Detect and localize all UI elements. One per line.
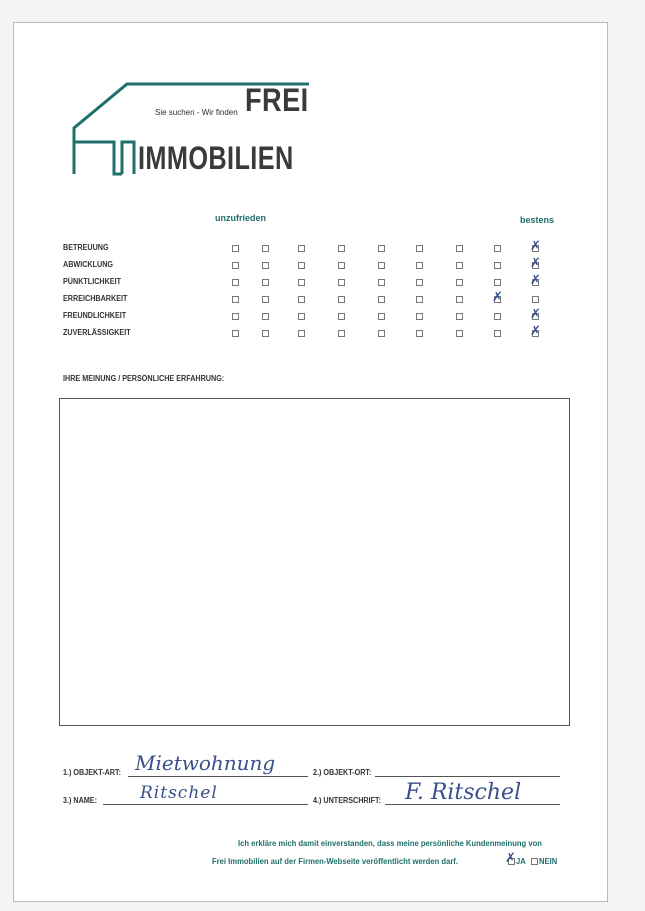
consent-ja-label: JA: [516, 856, 526, 866]
rating-checkbox[interactable]: [262, 313, 269, 320]
rating-check-mark: ✗: [530, 324, 541, 339]
rating-checkbox[interactable]: [298, 262, 305, 269]
rating-check-mark: ✗: [492, 290, 503, 305]
rating-checkbox[interactable]: [232, 245, 239, 252]
rating-checkbox[interactable]: [378, 262, 385, 269]
rating-checkbox[interactable]: [338, 279, 345, 286]
rating-checkbox[interactable]: [262, 245, 269, 252]
rating-checkbox[interactable]: [378, 279, 385, 286]
rating-checkbox[interactable]: [232, 313, 239, 320]
rating-checkbox[interactable]: [416, 296, 423, 303]
rating-checkbox[interactable]: [232, 279, 239, 286]
consent-ja-check-mark: ✗: [505, 851, 516, 866]
rating-checkbox[interactable]: [456, 262, 463, 269]
consent-line-2: Frei Immobilien auf der Firmen-Webseite veröffentlicht werden darf.: [212, 856, 458, 866]
rating-checkbox[interactable]: [416, 245, 423, 252]
rating-checkbox[interactable]: [378, 330, 385, 337]
consent-line-1: Ich erkläre mich damit einverstanden, dass meine persönliche Kundenmeinung von: [238, 838, 542, 848]
rating-checkbox[interactable]: [416, 279, 423, 286]
rating-checkbox[interactable]: [494, 262, 501, 269]
rating-check-mark: ✗: [530, 273, 541, 288]
rating-checkbox[interactable]: [298, 296, 305, 303]
name-label: 3.) NAME:: [63, 796, 98, 805]
rating-checkbox[interactable]: [456, 296, 463, 303]
rating-checkbox[interactable]: [262, 262, 269, 269]
rating-checkbox[interactable]: [262, 330, 269, 337]
rating-checkbox[interactable]: [416, 262, 423, 269]
criterion-label: FREUNDLICHKEIT: [63, 311, 127, 320]
objekt-art-handwriting: Mietwohnung: [135, 751, 276, 775]
rating-check-mark: ✗: [530, 307, 541, 322]
rating-checkbox[interactable]: [338, 296, 345, 303]
rating-checkbox[interactable]: [298, 279, 305, 286]
objekt-ort-field[interactable]: [375, 776, 560, 777]
signature-handwriting: F. Ritschel: [405, 780, 522, 805]
opinion-label: IHRE MEINUNG / PERSÖNLICHE ERFAHRUNG:: [63, 374, 225, 383]
consent-nein-label: NEIN: [539, 856, 558, 866]
rating-checkbox[interactable]: [298, 245, 305, 252]
objekt-art-field[interactable]: [128, 776, 308, 777]
rating-checkbox[interactable]: [494, 313, 501, 320]
scale-label-high: bestens: [520, 215, 555, 225]
logo-word-frei: FREI: [245, 82, 309, 118]
criterion-label: ZUVERLÄSSIGKEIT: [63, 328, 131, 337]
rating-checkbox[interactable]: [494, 245, 501, 252]
name-handwriting: Ritschel: [140, 783, 218, 803]
rating-checkbox[interactable]: [232, 296, 239, 303]
rating-checkbox[interactable]: [232, 262, 239, 269]
rating-checkbox[interactable]: [338, 245, 345, 252]
rating-check-mark: ✗: [530, 256, 541, 271]
rating-checkbox[interactable]: [338, 262, 345, 269]
rating-checkbox[interactable]: [456, 245, 463, 252]
rating-checkbox[interactable]: [456, 330, 463, 337]
objekt-art-label: 1.) OBJEKT-ART:: [63, 768, 122, 777]
rating-checkbox[interactable]: [378, 313, 385, 320]
opinion-textbox[interactable]: [59, 398, 570, 726]
consent-nein-checkbox[interactable]: [531, 858, 538, 865]
criterion-label: ERREICHBARKEIT: [63, 294, 128, 303]
rating-checkbox[interactable]: [378, 245, 385, 252]
unterschrift-label: 4.) UNTERSCHRIFT:: [313, 796, 382, 805]
name-field[interactable]: [103, 804, 308, 805]
rating-check-mark: ✗: [530, 239, 541, 254]
rating-checkbox[interactable]: [262, 279, 269, 286]
rating-checkbox[interactable]: [378, 296, 385, 303]
logo-tagline: Sie suchen - Wir finden: [155, 108, 238, 117]
rating-checkbox[interactable]: [456, 279, 463, 286]
rating-checkbox[interactable]: [532, 296, 539, 303]
rating-checkbox[interactable]: [416, 313, 423, 320]
rating-checkbox[interactable]: [416, 330, 423, 337]
rating-checkbox[interactable]: [232, 330, 239, 337]
rating-checkbox[interactable]: [262, 296, 269, 303]
rating-checkbox[interactable]: [494, 330, 501, 337]
criterion-label: PÜNKTLICHKEIT: [63, 277, 122, 286]
rating-checkbox[interactable]: [338, 313, 345, 320]
rating-checkbox[interactable]: [494, 279, 501, 286]
rating-checkbox[interactable]: [456, 313, 463, 320]
rating-checkbox[interactable]: [298, 313, 305, 320]
criterion-label: BETREUUNG: [63, 243, 109, 252]
rating-checkbox[interactable]: [338, 330, 345, 337]
objekt-ort-label: 2.) OBJEKT-ORT:: [313, 768, 372, 777]
logo-word-immobilien: IMMOBILIEN: [138, 140, 294, 176]
scale-label-low: unzufrieden: [215, 213, 266, 223]
rating-checkbox[interactable]: [298, 330, 305, 337]
criterion-label: ABWICKLUNG: [63, 260, 113, 269]
